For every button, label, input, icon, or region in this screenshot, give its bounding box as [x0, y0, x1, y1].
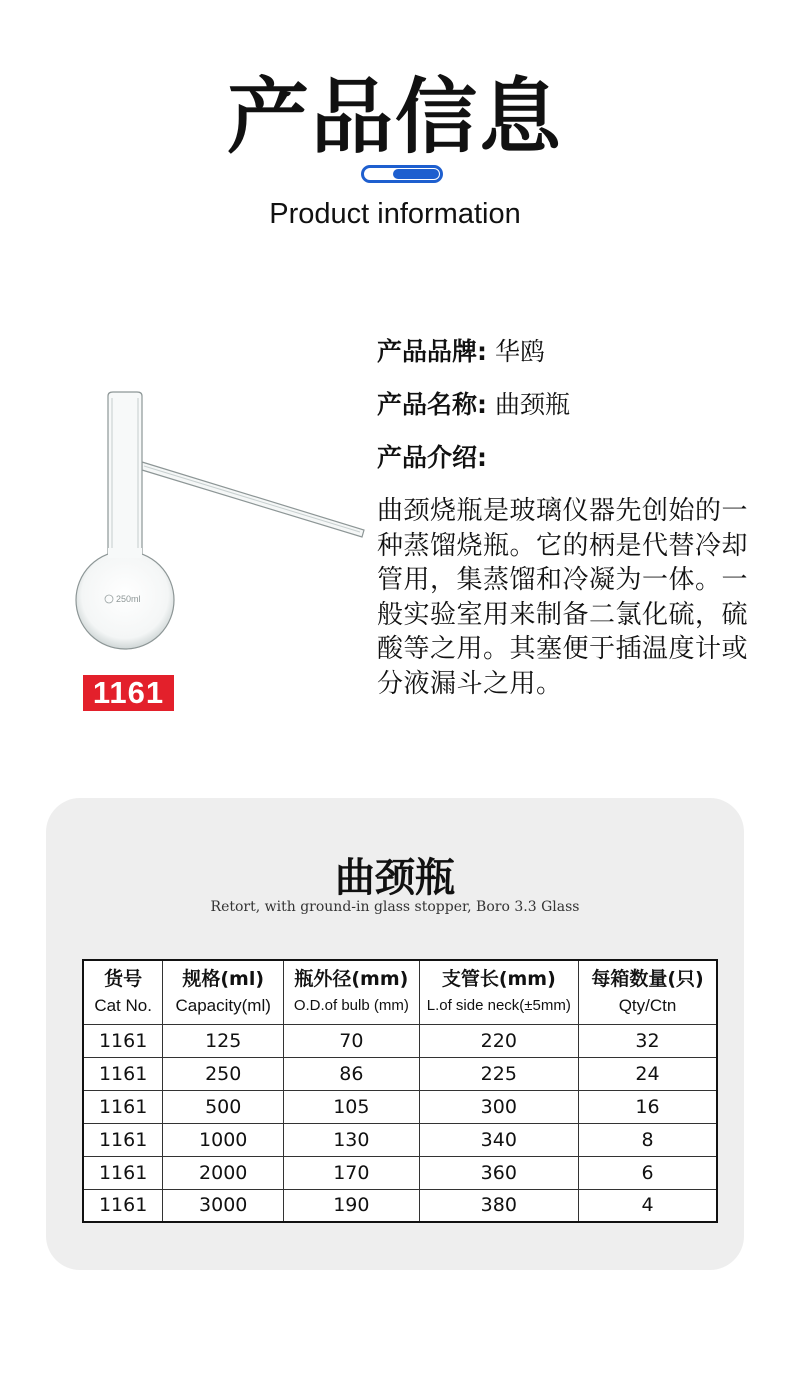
column-header-cn: 每箱数量(只): [591, 968, 704, 991]
brand-row: [377, 334, 757, 387]
table-cell: 130: [284, 1123, 419, 1156]
table-cell: 16: [579, 1090, 717, 1123]
table-cell: 4: [579, 1189, 717, 1222]
table-cell: 24: [579, 1057, 717, 1090]
flask-capacity-marking: 250ml: [116, 594, 141, 604]
table-row: [83, 1123, 717, 1156]
table-cell: 220: [419, 1024, 578, 1057]
table-cell: 1161: [83, 1123, 163, 1156]
retort-flask-image: [60, 380, 380, 650]
table-cell: 1161: [83, 1057, 163, 1090]
table-cell: 8: [579, 1123, 717, 1156]
table-cell: 1161: [83, 1189, 163, 1222]
table-cell: 3000: [163, 1189, 284, 1222]
column-header-cn: 货号: [104, 968, 143, 991]
table-cell: 1161: [83, 1024, 163, 1057]
title-divider-fill: [393, 169, 439, 179]
table-cell: 1161: [83, 1156, 163, 1189]
table-cell: 70: [284, 1024, 419, 1057]
spec-title: 曲颈瓶: [335, 855, 455, 901]
column-header-cn: 瓶外径(mm): [294, 968, 409, 991]
table-row: [83, 1156, 717, 1189]
product-description: 曲颈烧瓶是玻璃仪器先创始的一种蒸馏烧瓶。它的柄是代替冷却管用，集蒸馏和冷凝为一体。一般实验室用来制备二氯化硫，硫酸等之用。其塞便于插温度计或分液漏斗之用。: [377, 496, 749, 699]
table-cell: 225: [419, 1057, 578, 1090]
table-cell: 6: [579, 1156, 717, 1189]
title-divider-pill: [361, 165, 443, 183]
column-header-en: Cat No.: [94, 996, 152, 1016]
table-cell: 190: [284, 1189, 419, 1222]
name-row: [377, 387, 757, 440]
table-row: [83, 1189, 717, 1222]
table-cell: 170: [284, 1156, 419, 1189]
intro-label: 产品介绍:: [377, 443, 487, 472]
column-header: [163, 960, 284, 1024]
column-header-en: Capacity(ml): [175, 996, 271, 1016]
table-header-row: [83, 960, 717, 1024]
table-cell: 300: [419, 1090, 578, 1123]
table-row: [83, 1057, 717, 1090]
name-value: 曲颈瓶: [494, 390, 570, 419]
table-cell: 105: [284, 1090, 419, 1123]
table-cell: 340: [419, 1123, 578, 1156]
page-title: 产品信息: [226, 70, 563, 165]
name-label: 产品名称:: [377, 390, 487, 419]
column-header: [579, 960, 717, 1024]
table-cell: 250: [163, 1057, 284, 1090]
spec-table: [82, 959, 718, 1223]
column-header-en: Qty/Ctn: [618, 996, 677, 1016]
column-header-en: L.of side neck(±5mm): [426, 997, 571, 1015]
intro-row: [377, 440, 757, 493]
column-header: [419, 960, 578, 1024]
table-cell: 32: [579, 1024, 717, 1057]
table-cell: 2000: [163, 1156, 284, 1189]
table-cell: 1161: [83, 1090, 163, 1123]
column-header-cn: 规格(ml): [182, 968, 265, 991]
table-cell: 500: [163, 1090, 284, 1123]
catalog-number-badge: 1161: [83, 675, 174, 711]
spec-subtitle: Retort, with ground-in glass stopper, Boro 3.3 Glass: [210, 899, 580, 915]
table-cell: 1000: [163, 1123, 284, 1156]
brand-label: 产品品牌:: [377, 337, 487, 366]
brand-value: 华鸥: [494, 337, 545, 366]
table-cell: 360: [419, 1156, 578, 1189]
page-subtitle: Product information: [269, 198, 521, 230]
column-header: [83, 960, 163, 1024]
column-header-en: O.D.of bulb (mm): [293, 997, 409, 1015]
table-cell: 380: [419, 1189, 578, 1222]
table-cell: 86: [284, 1057, 419, 1090]
table-row: [83, 1024, 717, 1057]
table-cell: 125: [163, 1024, 284, 1057]
column-header-cn: 支管长(mm): [441, 968, 556, 991]
product-info: [377, 334, 757, 701]
table-row: [83, 1090, 717, 1123]
column-header: [284, 960, 419, 1024]
